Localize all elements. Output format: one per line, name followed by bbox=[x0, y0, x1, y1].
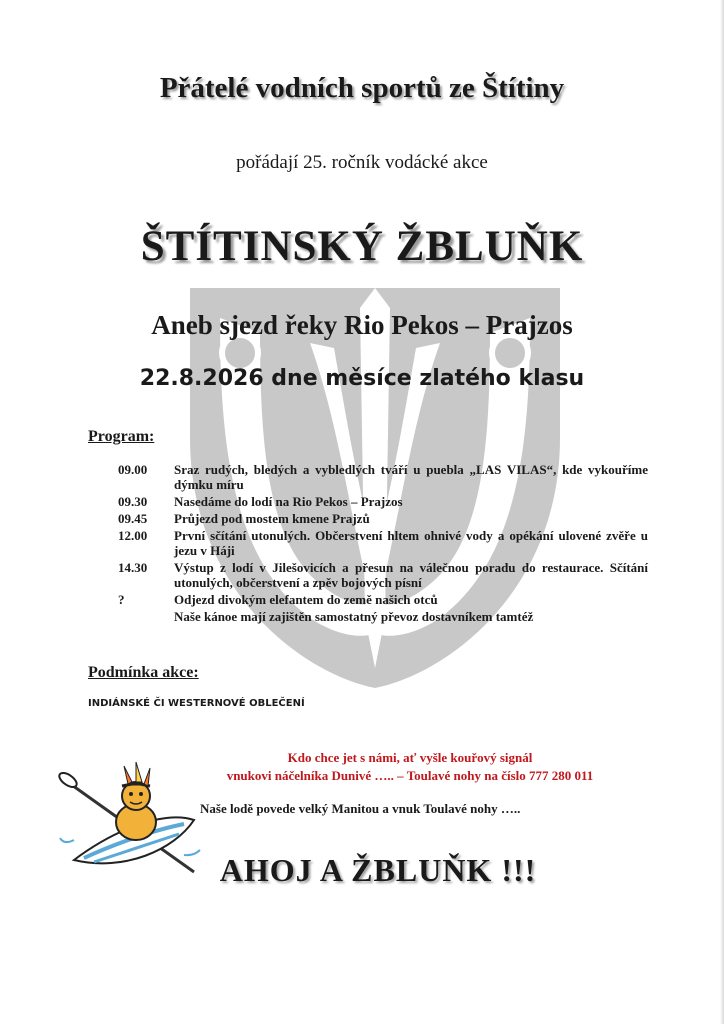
program-text: Sraz rudých, bledých a vybledlých tváří u puebla „LAS VILAS“, kde vykouříme dýmku míru bbox=[174, 462, 648, 492]
event-subtitle: pořádají 25. ročník vodácké akce bbox=[236, 152, 488, 173]
manitou-line: Naše lodě povede velký Manitou a vnuk Toulavé nohy ….. bbox=[200, 801, 521, 816]
program-item bbox=[118, 528, 648, 558]
program-text: První sčítání utonulých. Občerstvení hltem ohnivé vody a opékání ulovené zvěře u jezu v Háji bbox=[174, 528, 648, 558]
condition-text: INDIÁNSKÉ ČI WESTERNOVÉ OBLEČENÍ bbox=[88, 698, 305, 709]
program-item bbox=[118, 511, 648, 526]
program-time bbox=[118, 609, 174, 624]
scan-edge bbox=[720, 0, 724, 1024]
program-list bbox=[118, 462, 648, 626]
program-item bbox=[118, 462, 648, 492]
program-text: Průjezd pod mostem kmene Prajzů bbox=[174, 511, 370, 526]
contact-line-1: Kdo chce jet s námi, ať vyšle kouřový signál bbox=[287, 750, 533, 765]
program-time: 14.30 bbox=[118, 560, 148, 575]
program-item bbox=[118, 494, 648, 509]
event-tagline: Aneb sjezd řeky Rio Pekos – Prajzos bbox=[151, 310, 573, 340]
program-time: 09.30 bbox=[118, 494, 148, 509]
program-text: Nasedáme do lodí na Rio Pekos – Prajzos bbox=[174, 494, 403, 509]
contact-line-2: vnukovi náčelníka Dunivé ….. – Toulavé nohy na číslo 777 280 011 bbox=[226, 768, 594, 783]
program-text: Výstup z lodí v Jilešovicích a přesun na válečnou poradu do restaurace. Sčítání utonulých, občerstvení a zpěv bojových písní bbox=[174, 560, 648, 590]
program-text: Naše kánoe mají zajištěn samostatný převoz dostavníkem tamtéž bbox=[174, 609, 534, 624]
program-heading: Program: bbox=[88, 428, 155, 445]
event-date: 22.8.2026 dne měsíce zlatého klasu bbox=[139, 366, 585, 391]
program-item bbox=[118, 609, 648, 624]
program-time: ? bbox=[118, 592, 125, 607]
organizer-title: Přátelé vodních sportů ze Štítiny bbox=[159, 72, 565, 104]
event-title: ŠTÍTINSKÝ ŽBLUŇK bbox=[140, 223, 584, 270]
program-text: Odjezd divokým elefantem do země našich otců bbox=[174, 592, 438, 607]
program-time: 12.00 bbox=[118, 528, 148, 543]
closing-greeting: AHOJ A ŽBLUŇK !!! bbox=[219, 852, 537, 888]
program-item bbox=[118, 560, 648, 590]
program-item bbox=[118, 592, 648, 607]
program-time: 09.45 bbox=[118, 511, 148, 526]
program-time: 09.00 bbox=[118, 462, 148, 477]
condition-heading: Podmínka akce: bbox=[88, 664, 199, 681]
